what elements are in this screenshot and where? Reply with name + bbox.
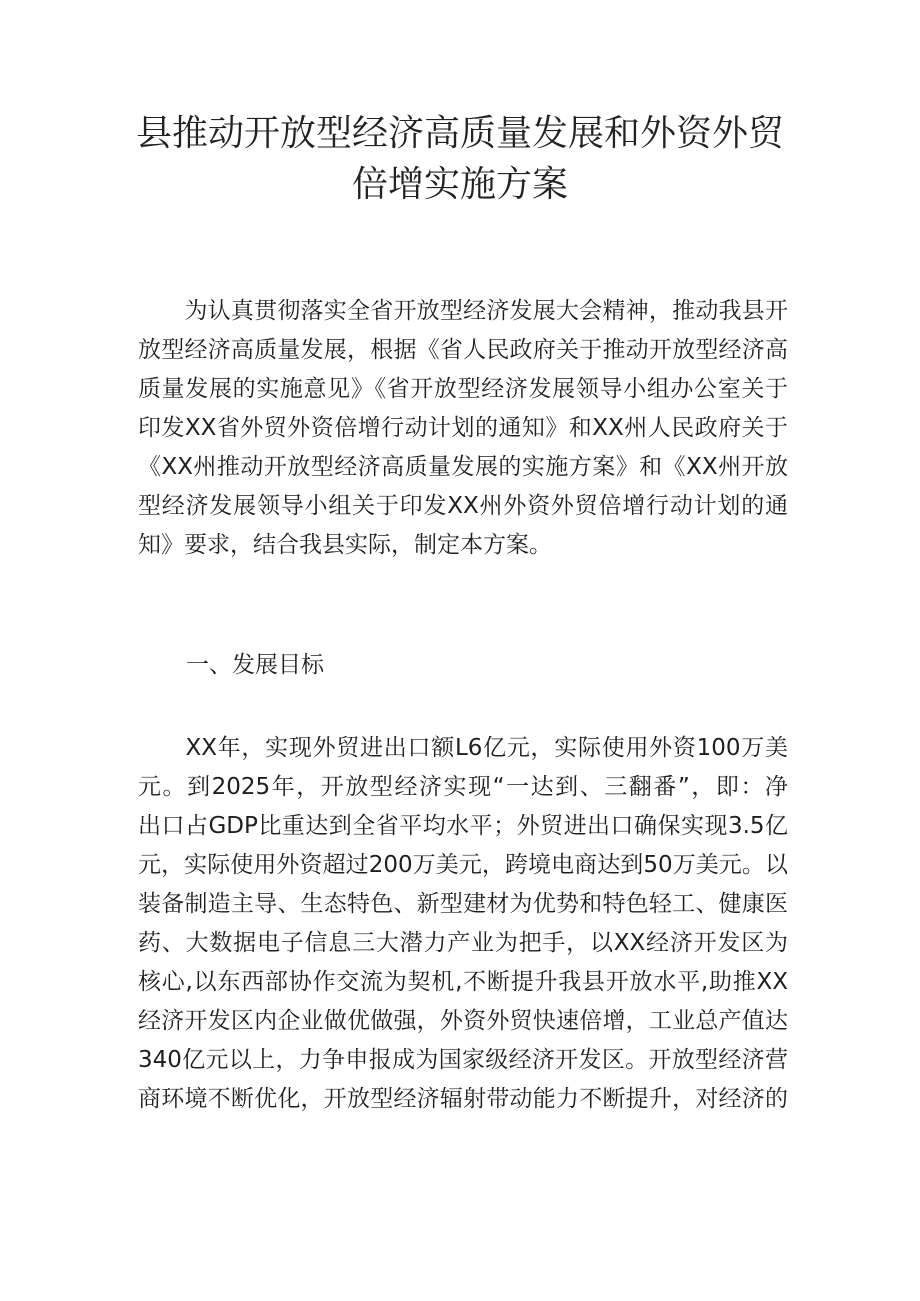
section-heading: 一、发展目标: [186, 652, 324, 678]
paragraph-line: 装备制造主导、生态特色、新型建材为优势和特色轻工、健康医: [138, 891, 788, 917]
intro-paragraph: [138, 292, 788, 565]
paragraph-line: 元。到2025年，开放型经济实现“一达到、三翻番”，即：净: [138, 774, 788, 800]
document-title-line-1: 县推动开放型经济高质量发展和外资外贸: [135, 113, 784, 154]
document-title-line-2: 倍增实施方案: [351, 164, 568, 205]
paragraph-line: 出口占GDP比重达到全省平均水平；外贸进出口确保实现3.5亿: [138, 813, 788, 839]
paragraph-line: 为认真贯彻落实全省开放型经济发展大会精神，推动我县开: [138, 298, 788, 324]
paragraph-line: 印发XX省外贸外资倍增行动计划的通知》和XX州人民政府关于: [138, 415, 788, 441]
paragraph-line: 商环境不断优化，开放型经济辐射带动能力不断提升，对经济的: [138, 1086, 788, 1112]
paragraph-line: 型经济发展领导小组关于印发XX州外资外贸倍增行动计划的通: [138, 493, 788, 519]
paragraph-line: XX年，实现外贸进出口额L6亿元，实际使用外资100万美: [138, 735, 788, 761]
paragraph-line: 340亿元以上，力争申报成为国家级经济开发区。开放型经济营: [138, 1047, 788, 1073]
paragraph-line: 放型经济高质量发展，根据《省人民政府关于推动开放型经济高: [138, 337, 788, 363]
paragraph-line: 药、大数据电子信息三大潜力产业为把手，以XX经济开发区为: [138, 930, 788, 956]
paragraph-line: 元，实际使用外资超过200万美元，跨境电商达到50万美元。以: [138, 852, 788, 878]
paragraph-line: 《XX州推动开放型经济高质量发展的实施方案》和《XX州开放: [138, 454, 788, 480]
paragraph-line: 核心,以东西部协作交流为契机,不断提升我县开放水平,助推XX: [138, 969, 788, 995]
paragraph-line: 知》要求，结合我县实际，制定本方案。: [138, 532, 552, 558]
goal-paragraph: [138, 729, 788, 1119]
paragraph-line: 经济开发区内企业做优做强，外资外贸快速倍增，工业总产值达: [138, 1008, 788, 1034]
paragraph-line: 质量发展的实施意见》《省开放型经济发展领导小组办公室关于: [138, 376, 788, 402]
